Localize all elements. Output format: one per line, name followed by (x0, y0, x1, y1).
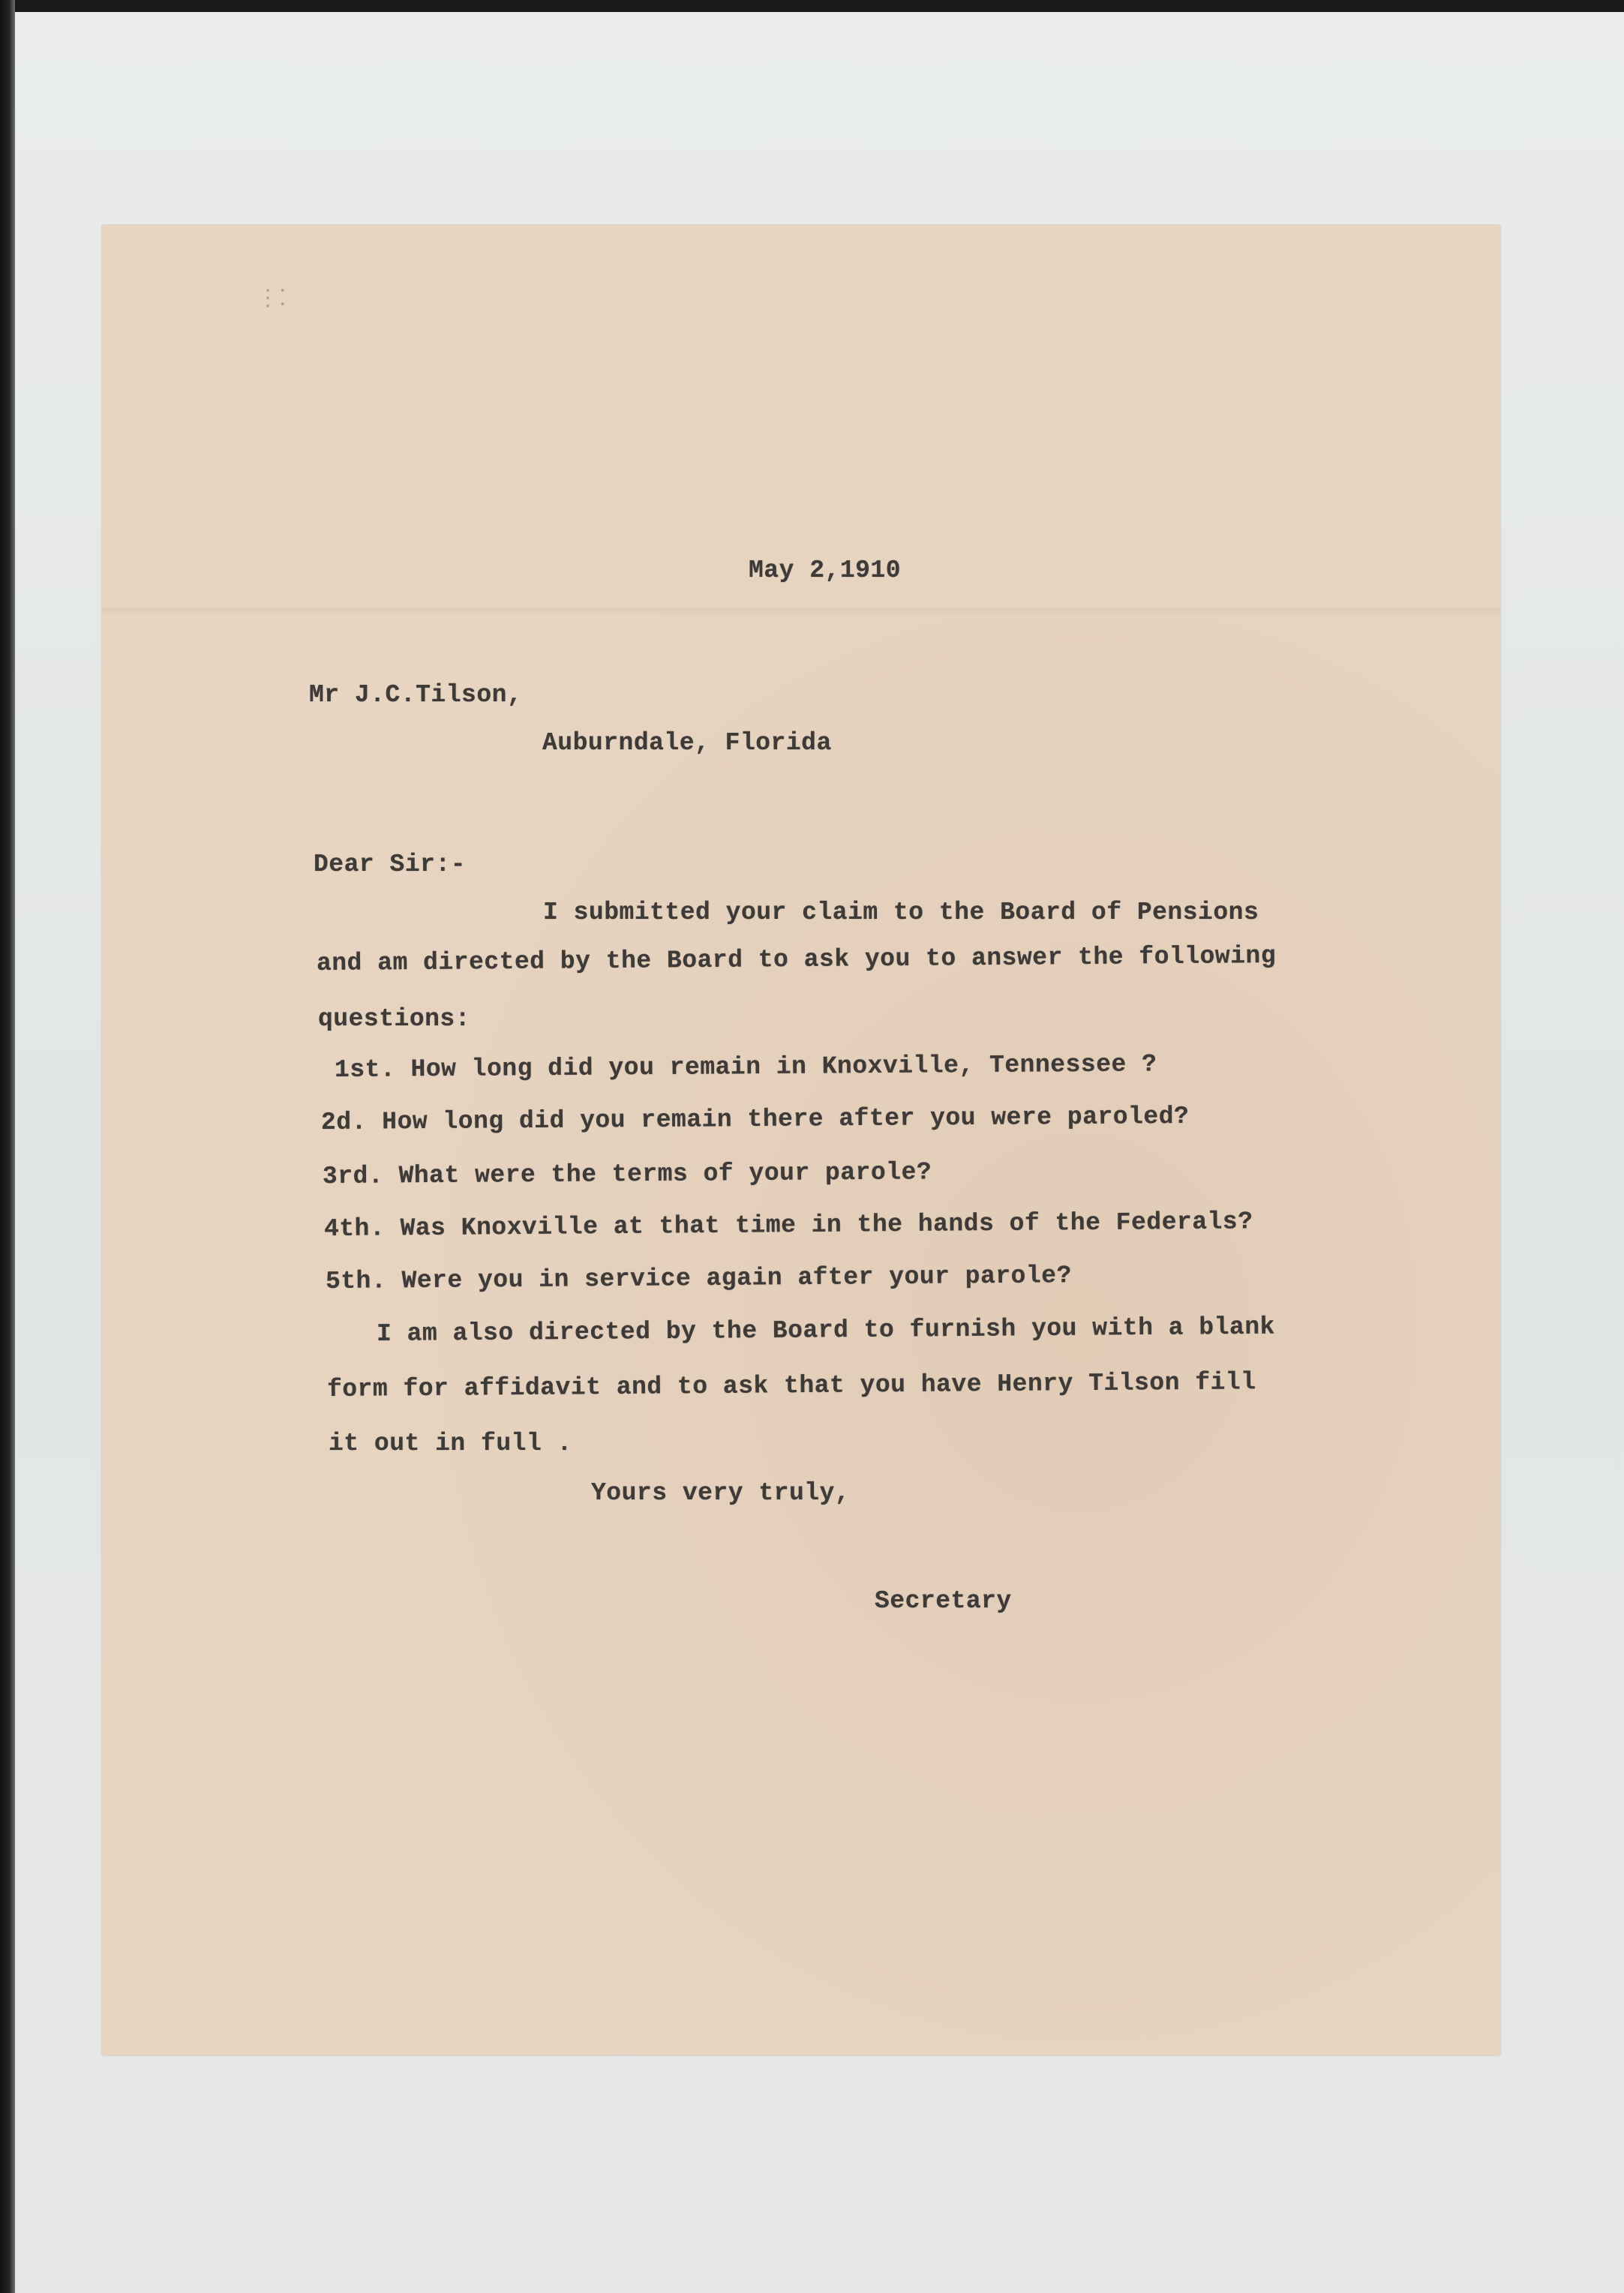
recipient-address: Auburndale, Florida (542, 729, 832, 757)
body-paragraph-line: I submitted your claim to the Board of Pensions (543, 899, 1259, 926)
recipient-name: Mr J.C.Tilson, (309, 681, 523, 709)
letter-date: May 2,1910 (749, 557, 902, 584)
scanner-frame-top (0, 0, 1624, 12)
question-item: 4th. Was Knoxville at that time in the hands of the Federals? (323, 1208, 1253, 1243)
question-item: 3rd. What were the terms of your parole? (322, 1158, 932, 1190)
body-paragraph-line: questions: (318, 1005, 471, 1033)
body-paragraph-line: form for affidavit and to ask that you have Henry Tilson fill (326, 1368, 1256, 1403)
salutation: Dear Sir:- (314, 851, 467, 878)
body-paragraph-line: I am also directed by the Board to furnish you with a blank (376, 1313, 1275, 1348)
valediction: Yours very truly, (591, 1479, 851, 1507)
body-paragraph-line: it out in full . (329, 1430, 572, 1457)
question-item: 1st. How long did you remain in Knoxville, Tennessee ? (334, 1050, 1157, 1084)
question-item: 5th. Were you in service again after your parole? (325, 1262, 1072, 1295)
paper-smudge-mark: ⋮⁚ (257, 287, 287, 313)
letter-page (102, 225, 1500, 2055)
signature-title: Secretary (875, 1587, 1012, 1615)
question-item: 2d. How long did you remain there after you were paroled? (320, 1102, 1190, 1136)
body-paragraph-line: and am directed by the Board to ask you to answer the following (316, 941, 1277, 977)
scanner-frame-left (0, 0, 15, 2293)
